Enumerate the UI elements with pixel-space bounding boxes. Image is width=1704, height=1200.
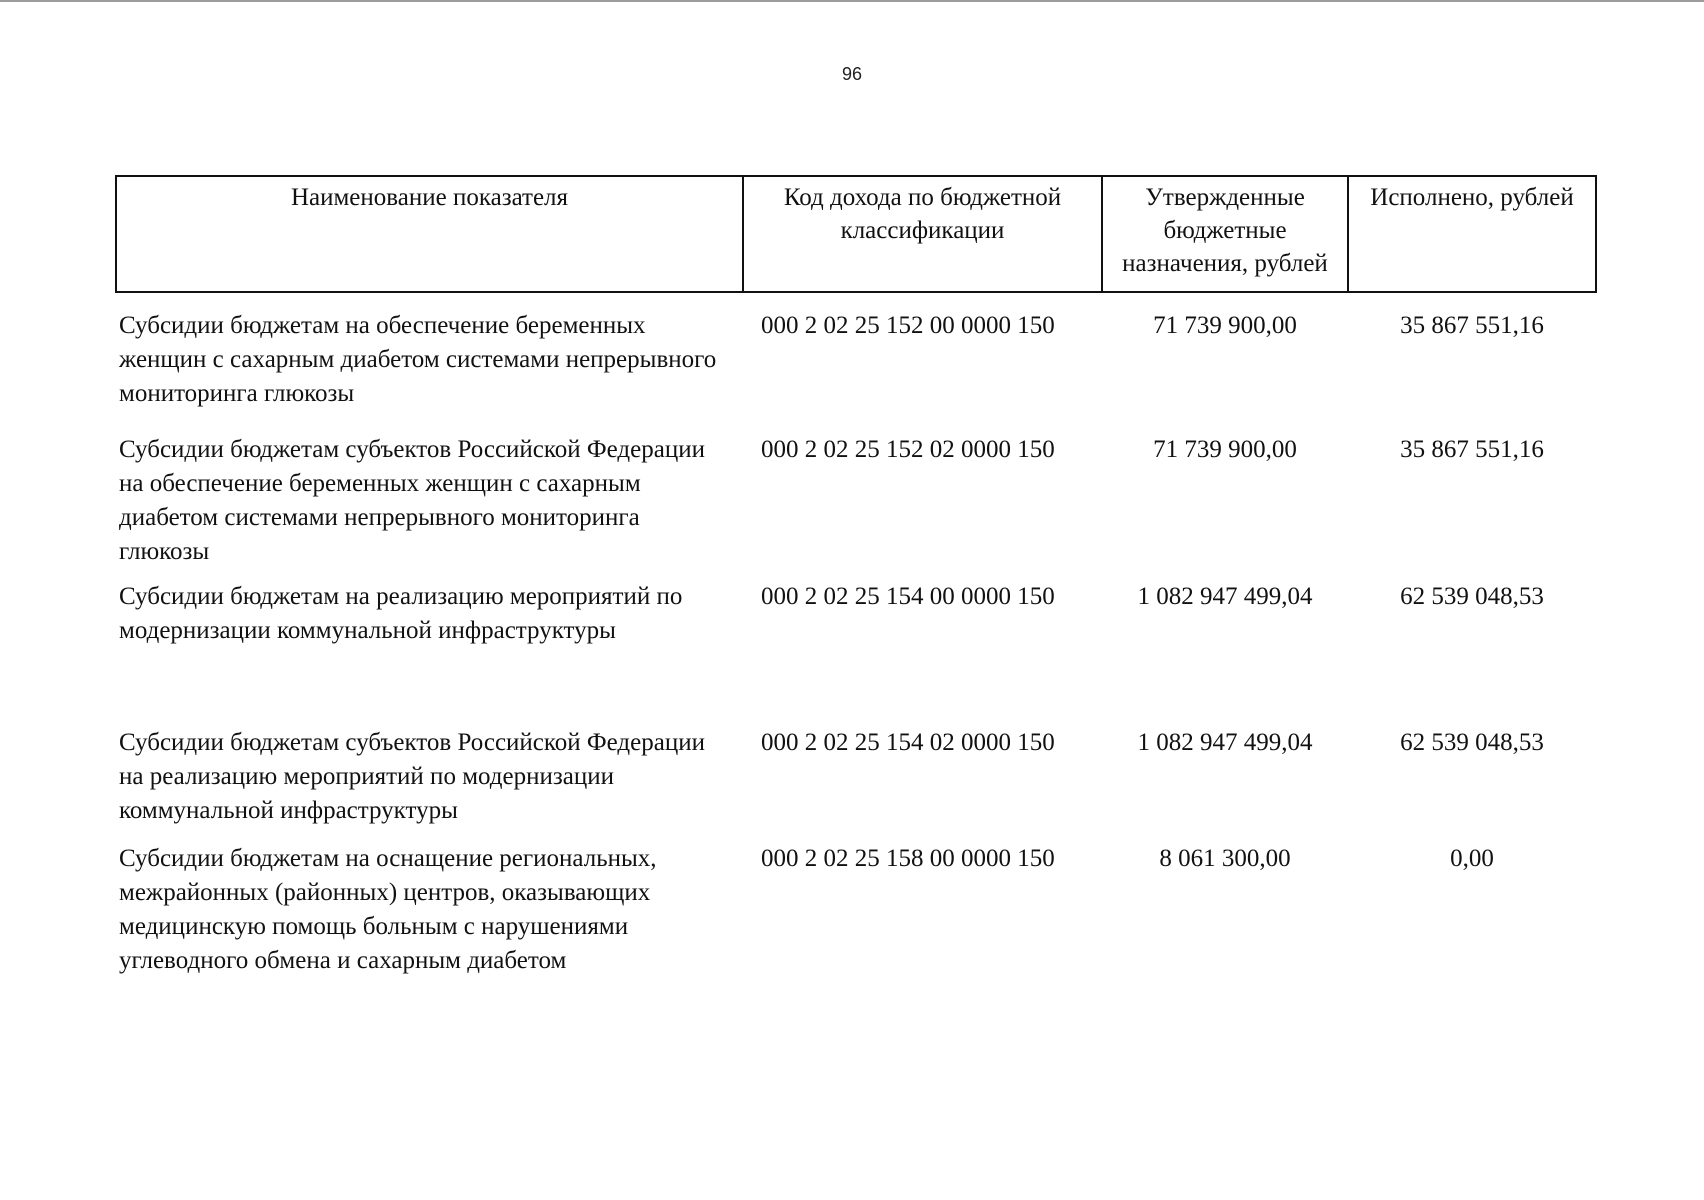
indicator-name: Субсидии бюджетам на реализацию мероприятий по модернизации коммунальной инфраструктуры: [119, 583, 683, 644]
indicator-name: Субсидии бюджетам на оснащение региональных, межрайонных (районных) центров, оказывающих медицинскую помощь больным с нарушениями углеводного обмена и сахарным диабетом: [119, 845, 657, 974]
approved-amount: 71 739 900,00: [1153, 312, 1297, 339]
approved-amount: 71 739 900,00: [1153, 436, 1297, 463]
budget-table-container: [115, 175, 1595, 982]
header-indicator-name: Наименование показателя: [116, 176, 743, 292]
executed-amount: 0,00: [1450, 845, 1494, 872]
income-code: 000 2 02 25 152 02 0000 150: [761, 436, 1055, 463]
budget-execution-table: [115, 175, 1597, 982]
income-code: 000 2 02 25 158 00 0000 150: [761, 845, 1055, 872]
income-code: 000 2 02 25 154 00 0000 150: [761, 583, 1055, 610]
indicator-name: Субсидии бюджетам субъектов Российской Федерации на обеспечение беременных женщин с сахарным диабетом системами непрерывного мониторинга глюкозы: [119, 436, 705, 565]
income-code: 000 2 02 25 154 02 0000 150: [761, 729, 1055, 756]
executed-amount: 62 539 048,53: [1400, 583, 1544, 610]
page-number: 96: [841, 64, 863, 84]
table-body: [116, 292, 1596, 982]
indicator-name: Субсидии бюджетам на обеспечение беременных женщин с сахарным диабетом системами непрерывного мониторинга глюкозы: [119, 312, 717, 407]
executed-amount: 35 867 551,16: [1400, 312, 1544, 339]
executed-amount: 62 539 048,53: [1400, 729, 1544, 756]
table-row: [116, 292, 1596, 433]
table-row: [116, 842, 1596, 982]
header-income-code: Код дохода по бюджетной классификации: [743, 176, 1102, 292]
table-row: [116, 580, 1596, 726]
scan-top-rule: [0, 0, 1704, 2]
income-code: 000 2 02 25 152 00 0000 150: [761, 312, 1055, 339]
indicator-name: Субсидии бюджетам субъектов Российской Федерации на реализацию мероприятий по модернизации коммунальной инфраструктуры: [119, 729, 705, 824]
table-header: [116, 176, 1596, 292]
header-row: [116, 176, 1596, 292]
header-executed-amount: Исполнено, рублей: [1348, 176, 1596, 292]
approved-amount: 1 082 947 499,04: [1137, 729, 1313, 756]
header-approved-amount: Утвержденные бюджетные назначения, рублей: [1102, 176, 1348, 292]
approved-amount: 1 082 947 499,04: [1137, 583, 1313, 610]
table-row: [116, 433, 1596, 580]
approved-amount: 8 061 300,00: [1159, 845, 1291, 872]
executed-amount: 35 867 551,16: [1400, 436, 1544, 463]
table-row: [116, 726, 1596, 842]
